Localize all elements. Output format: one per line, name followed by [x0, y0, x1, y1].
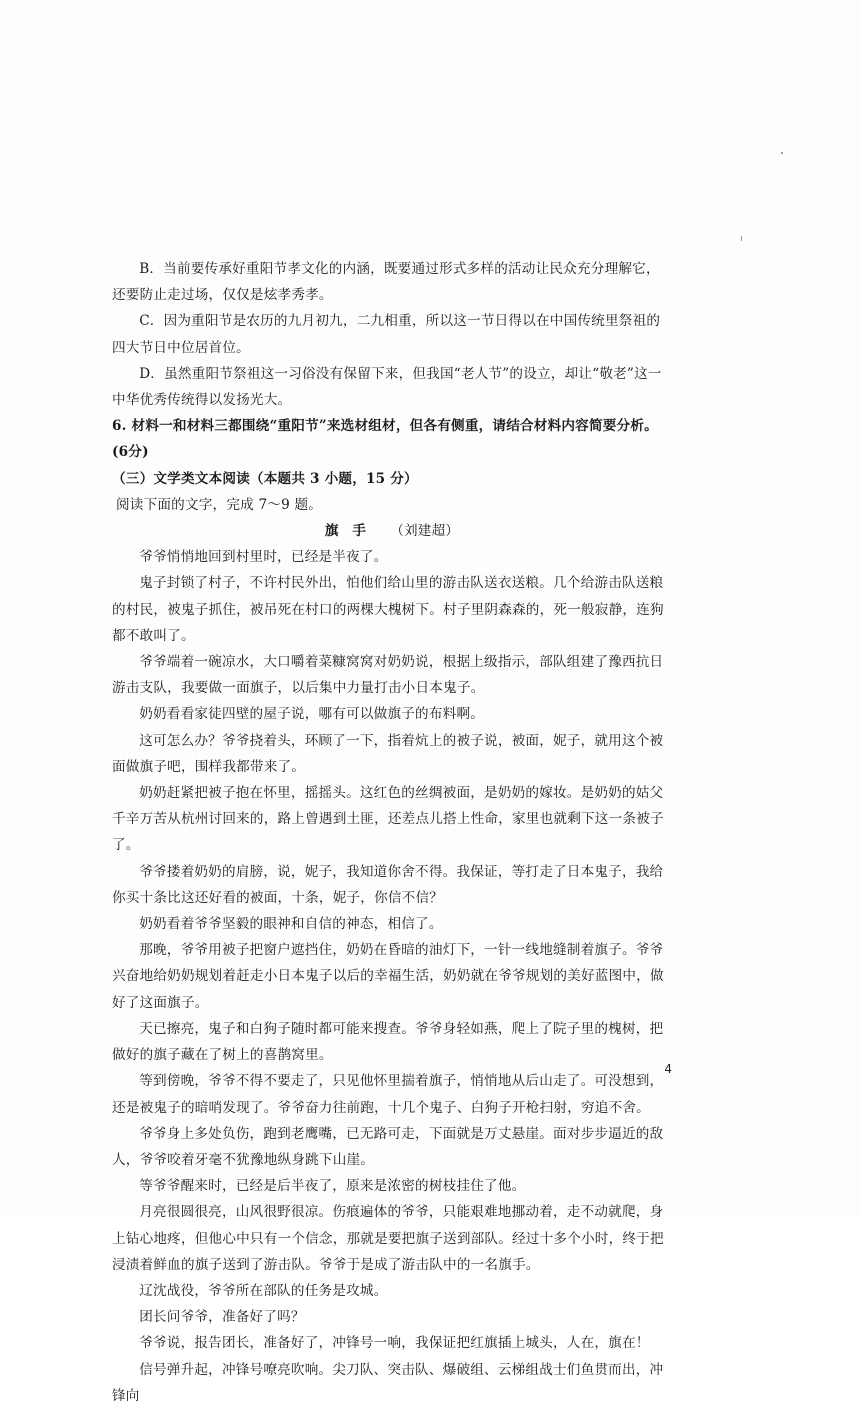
story-paragraph: 等到傍晚，爷爷不得不要走了，只见他怀里揣着旗子，悄悄地从后山走了。可没想到，还是被鬼子的暗哨发现了。爷爷奋力往前跑，十几个鬼子、白狗子开枪扫射，穷追不舍。: [112, 1073, 664, 1116]
story-author: （刘建超）: [390, 523, 460, 540]
story-title-line: [112, 518, 672, 544]
story-paragraph: 月亮很圆很亮，山风很野很凉。伤痕遍体的爷爷，只能艰难地挪动着，走不动就爬，身上钻心地疼，但他心中只有一个信念，那就是要把旗子送到部队。经过十多个小时，终于把浸渍着鲜血的旗子送到了游击队。爷爷于是成了游击队中的一名旗手。: [112, 1204, 664, 1273]
page-content: [112, 256, 672, 1409]
story-paragraph: 爷爷端着一碗凉水，大口嚼着菜糠窝窝对奶奶说，根据上级指示，部队组建了豫西抗日游击支队，我要做一面旗子，以后集中力量打击小日本鬼子。: [112, 654, 664, 697]
story-paragraph: 等爷爷醒来时，已经是后半夜了，原来是浓密的树枝挂住了他。: [139, 1178, 526, 1195]
page-number: 4: [664, 1062, 672, 1076]
story-paragraph: 奶奶赶紧把被子抱在怀里，摇摇头。这红色的丝绸被面，是奶奶的嫁妆。是奶奶的姑父千辛万苦从杭州讨回来的，路上曾遇到土匪，还差点儿搭上性命，家里也就剩下这一条被子了。: [112, 785, 664, 854]
option-c: C．因为重阳节是农历的九月初九，二九相重，所以这一节日得以在中国传统里祭祖的四大节日中位居首位。: [112, 313, 661, 356]
story-paragraph: 爷爷身上多处负伤，跑到老鹰嘴，已无路可走，下面就是万丈悬崖。面对步步逼近的敌人，爷爷咬着牙毫不犹豫地纵身跳下山崖。: [112, 1125, 664, 1168]
option-d: D．虽然重阳节祭祖这一习俗没有保留下来，但我国“老人节”的设立，却让“敬老”这一中华优秀传统得以发扬光大。: [112, 365, 662, 409]
story-paragraph: 爷爷悄悄地回到村里时，已经是半夜了。: [139, 549, 388, 566]
scan-speck: [781, 152, 783, 154]
story-paragraph: 爷爷说，报告团长，准备好了，冲锋号一响，我保证把红旗插上城头，人在，旗在！: [139, 1335, 650, 1352]
option-b: B．当前要传承好重阳节孝文化的内涵，既要通过形式多样的活动让民众充分理解它，还要防止走过场，仅仅是炫孝秀孝。: [112, 261, 660, 304]
story-paragraph: 奶奶看着爷爷坚毅的眼神和自信的神态，相信了。: [139, 916, 443, 933]
story-paragraph: 奶奶看看家徒四壁的屋子说，哪有可以做旗子的布料啊。: [139, 706, 485, 723]
reading-instruction: 阅读下面的文字，完成 7～9 题。: [116, 496, 323, 513]
story-paragraph: 这可怎么办？爷爷挠着头，环顾了一下，指着炕上的被子说，被面，妮子，就用这个被面做旗子吧，围样我都带来了。: [112, 732, 664, 775]
scan-speck: [741, 236, 742, 241]
section-heading: （三）文学类文本阅读（本题共 3 小题，15 分）: [112, 470, 418, 487]
story-paragraph: 鬼子封锁了村子，不许村民外出，怕他们给山里的游击队送衣送粮。几个给游击队送粮的村民，被鬼子抓住，被吊死在村口的两棵大槐树下。村子里阴森森的，死一般寂静，连狗都不敢叫了。: [112, 575, 664, 644]
question-6: 6. 材料一和材料三都围绕“重阳节”来选材组材，但各有侧重，请结合材料内容简要分析。(6分): [112, 418, 658, 461]
story-paragraph: 爷爷搂着奶奶的肩膀，说，妮子，我知道你舍不得。我保证，等打走了日本鬼子，我给你买十条比这还好看的被面，十条，妮子，你信不信？: [112, 863, 664, 906]
story-paragraph: 天已擦亮，鬼子和白狗子随时都可能来搜查。爷爷身轻如燕，爬上了院子里的槐树，把做好的旗子藏在了树上的喜鹊窝里。: [112, 1020, 664, 1064]
story-paragraph: 那晚，爷爷用被子把窗户遮挡住，奶奶在昏暗的油灯下，一针一线地缝制着旗子。爷爷兴奋地给奶奶规划着赶走小日本鬼子以后的幸福生活，奶奶就在爷爷规划的美好蓝图中，做好了这面旗子。: [112, 942, 664, 1011]
story-paragraph: 团长问爷爷，准备好了吗？: [139, 1309, 305, 1326]
story-body: [112, 544, 672, 1409]
story-paragraph: 信号弹升起，冲锋号嘹亮吹响。尖刀队、突击队、爆破组、云梯组战士们鱼贯而出，冲锋向: [112, 1361, 664, 1404]
story-paragraph: 辽沈战役，爷爷所在部队的任务是攻城。: [139, 1282, 388, 1299]
story-title: 旗 手: [324, 523, 367, 540]
